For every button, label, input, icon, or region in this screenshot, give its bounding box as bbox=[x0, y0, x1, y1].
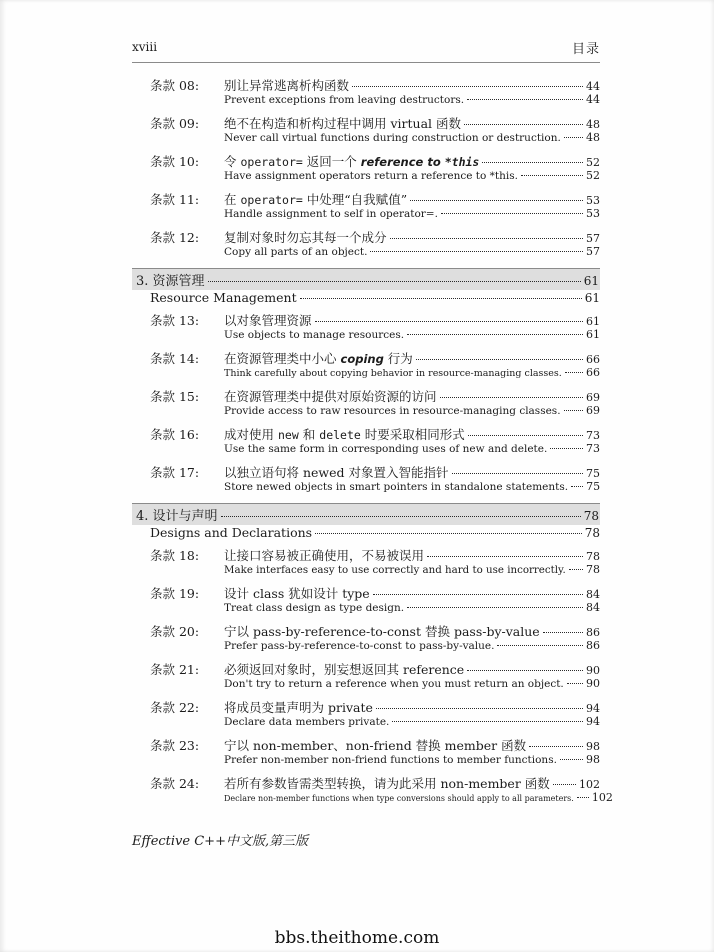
dot-leader bbox=[373, 594, 583, 595]
dot-leader bbox=[392, 721, 583, 722]
toc-item-20[interactable] bbox=[132, 622, 600, 656]
page-ref: 53 bbox=[586, 207, 600, 220]
page-ref: 78 bbox=[586, 563, 600, 576]
dot-leader bbox=[467, 670, 583, 671]
page-ref: 48 bbox=[586, 131, 600, 144]
item-title-zh: 令 operator= 返回一个 reference to *this bbox=[224, 154, 480, 169]
item-title-en: Use the same form in corresponding uses of new and delete. bbox=[224, 443, 548, 455]
item-title-zh: 将成员变量声明为 private bbox=[224, 700, 373, 715]
site-watermark: bbs.theithome.com bbox=[274, 928, 440, 948]
item-title-zh: 在 operator= 中处理“自我赋值” bbox=[224, 192, 408, 207]
dot-leader bbox=[567, 683, 583, 684]
dot-leader bbox=[427, 556, 583, 557]
dot-leader bbox=[564, 410, 583, 411]
item-number: 条款 13: bbox=[150, 313, 200, 328]
chapter-title-zh: 3. 资源管理 bbox=[136, 274, 205, 289]
page-ref: 69 bbox=[586, 404, 600, 417]
item-title-en: Declare non-member functions when type conversions should apply to all parameters. bbox=[224, 794, 574, 803]
item-title-zh: 若所有参数皆需类型转换，请为此采用 non-member 函数 bbox=[224, 776, 550, 791]
toc-item-24[interactable] bbox=[132, 774, 613, 808]
dot-leader bbox=[300, 298, 582, 299]
page-ref: 98 bbox=[586, 740, 600, 753]
item-number: 条款 18: bbox=[150, 548, 200, 563]
page-ref: 52 bbox=[586, 169, 600, 182]
page-ref: 73 bbox=[586, 442, 600, 455]
chapter-title-en: Designs and Declarations bbox=[150, 525, 313, 540]
toc-item-13[interactable] bbox=[132, 311, 600, 345]
item-title-en: Handle assignment to self in operator=. bbox=[224, 208, 438, 220]
dot-leader bbox=[390, 238, 583, 239]
item-title-en: Store newed objects in smart pointers in standalone statements. bbox=[224, 481, 569, 493]
page-ref: 57 bbox=[586, 245, 600, 258]
item-title-zh: 绝不在构造和析构过程中调用 virtual 函数 bbox=[224, 116, 462, 131]
page-ref: 78 bbox=[586, 550, 600, 563]
dot-leader bbox=[553, 784, 576, 785]
item-title-en: Declare data members private. bbox=[224, 716, 390, 728]
page-ref: 84 bbox=[586, 601, 600, 614]
toc-item-18[interactable] bbox=[132, 546, 600, 580]
page-ref: 98 bbox=[586, 753, 600, 766]
page-ref: 61 bbox=[584, 291, 600, 305]
page-ref: 61 bbox=[586, 315, 600, 328]
running-title: 目录 bbox=[571, 42, 600, 57]
item-title-en: Think carefully about copying behavior in resource-managing classes. bbox=[224, 368, 562, 379]
item-title-en: Don't try to return a reference when you must return an object. bbox=[224, 678, 564, 690]
item-title-en: Have assignment operators return a reference to *this. bbox=[224, 170, 518, 182]
item-number: 条款 10: bbox=[150, 154, 200, 169]
dot-leader bbox=[468, 435, 583, 436]
dot-leader bbox=[521, 175, 583, 176]
item-title-en: Treat class design as type design. bbox=[224, 602, 405, 614]
item-number: 条款 22: bbox=[150, 700, 200, 715]
dot-leader bbox=[577, 797, 589, 798]
dot-leader bbox=[497, 645, 583, 646]
item-title-en: Never call virtual functions during construction or destruction. bbox=[224, 132, 561, 144]
dot-leader bbox=[569, 569, 583, 570]
item-title-zh: 宁以 non-member、non-friend 替换 member 函数 bbox=[224, 738, 527, 753]
item-title-en: Prefer pass-by-reference-to-const to pass-by-value. bbox=[224, 640, 495, 652]
page-ref: 78 bbox=[584, 526, 600, 540]
toc-item-14[interactable] bbox=[132, 349, 600, 383]
page-ref: 102 bbox=[591, 791, 613, 804]
page-ref: 44 bbox=[586, 80, 600, 93]
toc-item-16[interactable] bbox=[132, 425, 600, 459]
dot-leader bbox=[550, 448, 583, 449]
page-ref: 102 bbox=[579, 778, 600, 791]
dot-leader bbox=[565, 372, 583, 373]
page-ref: 78 bbox=[583, 509, 599, 523]
page-ref: 48 bbox=[586, 118, 600, 131]
dot-leader bbox=[452, 473, 584, 474]
chapter-heading-3[interactable] bbox=[132, 268, 600, 290]
toc-item-12[interactable] bbox=[132, 228, 600, 262]
book-title-footer: Effective C++中文版,第三版 bbox=[132, 834, 309, 849]
page-ref: 86 bbox=[586, 639, 600, 652]
page-ref: 94 bbox=[586, 702, 600, 715]
page-ref: 69 bbox=[586, 391, 600, 404]
toc-group-a bbox=[132, 76, 600, 148]
page-ref: 61 bbox=[583, 274, 599, 288]
dot-leader bbox=[407, 607, 583, 608]
item-number: 条款 17: bbox=[150, 465, 200, 480]
dot-leader bbox=[482, 162, 583, 163]
toc-item-10[interactable] bbox=[132, 152, 600, 186]
item-title-en: Copy all parts of an object. bbox=[224, 246, 368, 258]
page-ref: 73 bbox=[586, 429, 600, 442]
page-ref: 75 bbox=[586, 480, 601, 493]
page-ref: 90 bbox=[586, 664, 600, 677]
page-ref: 57 bbox=[586, 232, 600, 245]
toc-item-09[interactable] bbox=[132, 114, 600, 148]
dot-leader bbox=[315, 533, 582, 534]
item-title-en: Prefer non-member non-friend functions to member functions. bbox=[224, 754, 557, 766]
chapter-title-zh: 4. 设计与声明 bbox=[136, 509, 218, 524]
dot-leader bbox=[376, 708, 583, 709]
toc-item-11[interactable] bbox=[132, 190, 600, 224]
toc-item-15[interactable] bbox=[132, 387, 600, 421]
item-number: 条款 16: bbox=[150, 427, 200, 442]
dot-leader bbox=[221, 516, 581, 517]
chapter-title-en: Resource Management bbox=[150, 290, 297, 305]
toc-item-17[interactable] bbox=[132, 463, 600, 497]
dot-leader bbox=[315, 321, 583, 322]
chapter-subtitle-4[interactable] bbox=[132, 525, 600, 544]
item-number: 条款 09: bbox=[150, 116, 200, 131]
dot-leader bbox=[467, 99, 583, 100]
item-title-zh: 必须返回对象时，别妄想返回其 reference bbox=[224, 662, 465, 677]
item-number: 条款 24: bbox=[150, 776, 200, 791]
chapter-subtitle-3[interactable] bbox=[132, 290, 600, 309]
item-number: 条款 15: bbox=[150, 389, 200, 404]
item-title-zh: 在资源管理类中提供对原始资源的访问 bbox=[224, 389, 437, 404]
page-header bbox=[132, 38, 600, 63]
toc-item-21[interactable] bbox=[132, 660, 600, 694]
page-ref: 44 bbox=[586, 93, 600, 106]
page-ref: 94 bbox=[586, 715, 600, 728]
item-number: 条款 23: bbox=[150, 738, 200, 753]
item-title-en: Use objects to manage resources. bbox=[224, 329, 405, 341]
toc-item-19[interactable] bbox=[132, 584, 600, 618]
page-ref: 52 bbox=[586, 156, 600, 169]
toc-item-08[interactable] bbox=[132, 76, 600, 110]
dot-leader bbox=[571, 486, 583, 487]
item-number: 条款 08: bbox=[150, 78, 200, 93]
item-number: 条款 14: bbox=[150, 351, 200, 366]
table-of-contents bbox=[132, 76, 613, 812]
item-number: 条款 19: bbox=[150, 586, 200, 601]
item-title-zh: 让接口容易被正确使用，不易被误用 bbox=[224, 548, 425, 563]
item-title-en: Prevent exceptions from leaving destructors. bbox=[224, 94, 465, 106]
item-title-zh: 以对象管理资源 bbox=[224, 313, 312, 328]
item-title-zh: 设计 class 犹如设计 type bbox=[224, 586, 370, 601]
item-title-zh: 宁以 pass-by-reference-to-const 替换 pass-by-value bbox=[224, 624, 540, 639]
dot-leader bbox=[441, 213, 583, 214]
page-ref: 90 bbox=[586, 677, 600, 690]
dot-leader bbox=[543, 632, 583, 633]
item-title-en: Provide access to raw resources in resource-managing classes. bbox=[224, 405, 561, 417]
page-ref: 86 bbox=[586, 626, 600, 639]
item-title-zh: 成对使用 new 和 delete 时要采取相同形式 bbox=[224, 427, 465, 442]
item-title-en: Make interfaces easy to use correctly and hard to use incorrectly. bbox=[224, 564, 566, 576]
dot-leader bbox=[564, 137, 583, 138]
dot-leader bbox=[208, 281, 581, 282]
item-number: 条款 20: bbox=[150, 624, 200, 639]
page-ref: 61 bbox=[586, 328, 600, 341]
dot-leader bbox=[352, 86, 583, 87]
item-title-zh: 在资源管理类中小心 coping 行为 bbox=[224, 351, 413, 366]
dot-leader bbox=[464, 124, 583, 125]
dot-leader bbox=[410, 200, 583, 201]
item-number: 条款 21: bbox=[150, 662, 200, 677]
dot-leader bbox=[416, 359, 583, 360]
page-ref: 66 bbox=[586, 366, 600, 379]
item-number: 条款 12: bbox=[150, 230, 200, 245]
chapter-heading-4[interactable] bbox=[132, 503, 600, 525]
item-title-zh: 以独立语句将 newed 对象置入智能指针 bbox=[224, 465, 449, 480]
item-title-zh: 复制对象时勿忘其每一个成分 bbox=[224, 230, 387, 245]
page-ref: 66 bbox=[586, 353, 600, 366]
page-ref: 84 bbox=[586, 588, 600, 601]
item-number: 条款 11: bbox=[150, 192, 200, 207]
page-ref: 53 bbox=[586, 194, 600, 207]
toc-item-23[interactable] bbox=[132, 736, 600, 770]
item-title-zh: 别让异常逃离析构函数 bbox=[224, 78, 350, 93]
toc-group-b bbox=[132, 546, 613, 808]
dot-leader bbox=[370, 251, 583, 252]
dot-leader bbox=[407, 334, 583, 335]
toc-item-22[interactable] bbox=[132, 698, 600, 732]
dot-leader bbox=[560, 759, 583, 760]
dot-leader bbox=[529, 746, 583, 747]
page-ref: 75 bbox=[586, 467, 600, 480]
dot-leader bbox=[440, 397, 583, 398]
page-number: xviii bbox=[132, 40, 158, 54]
